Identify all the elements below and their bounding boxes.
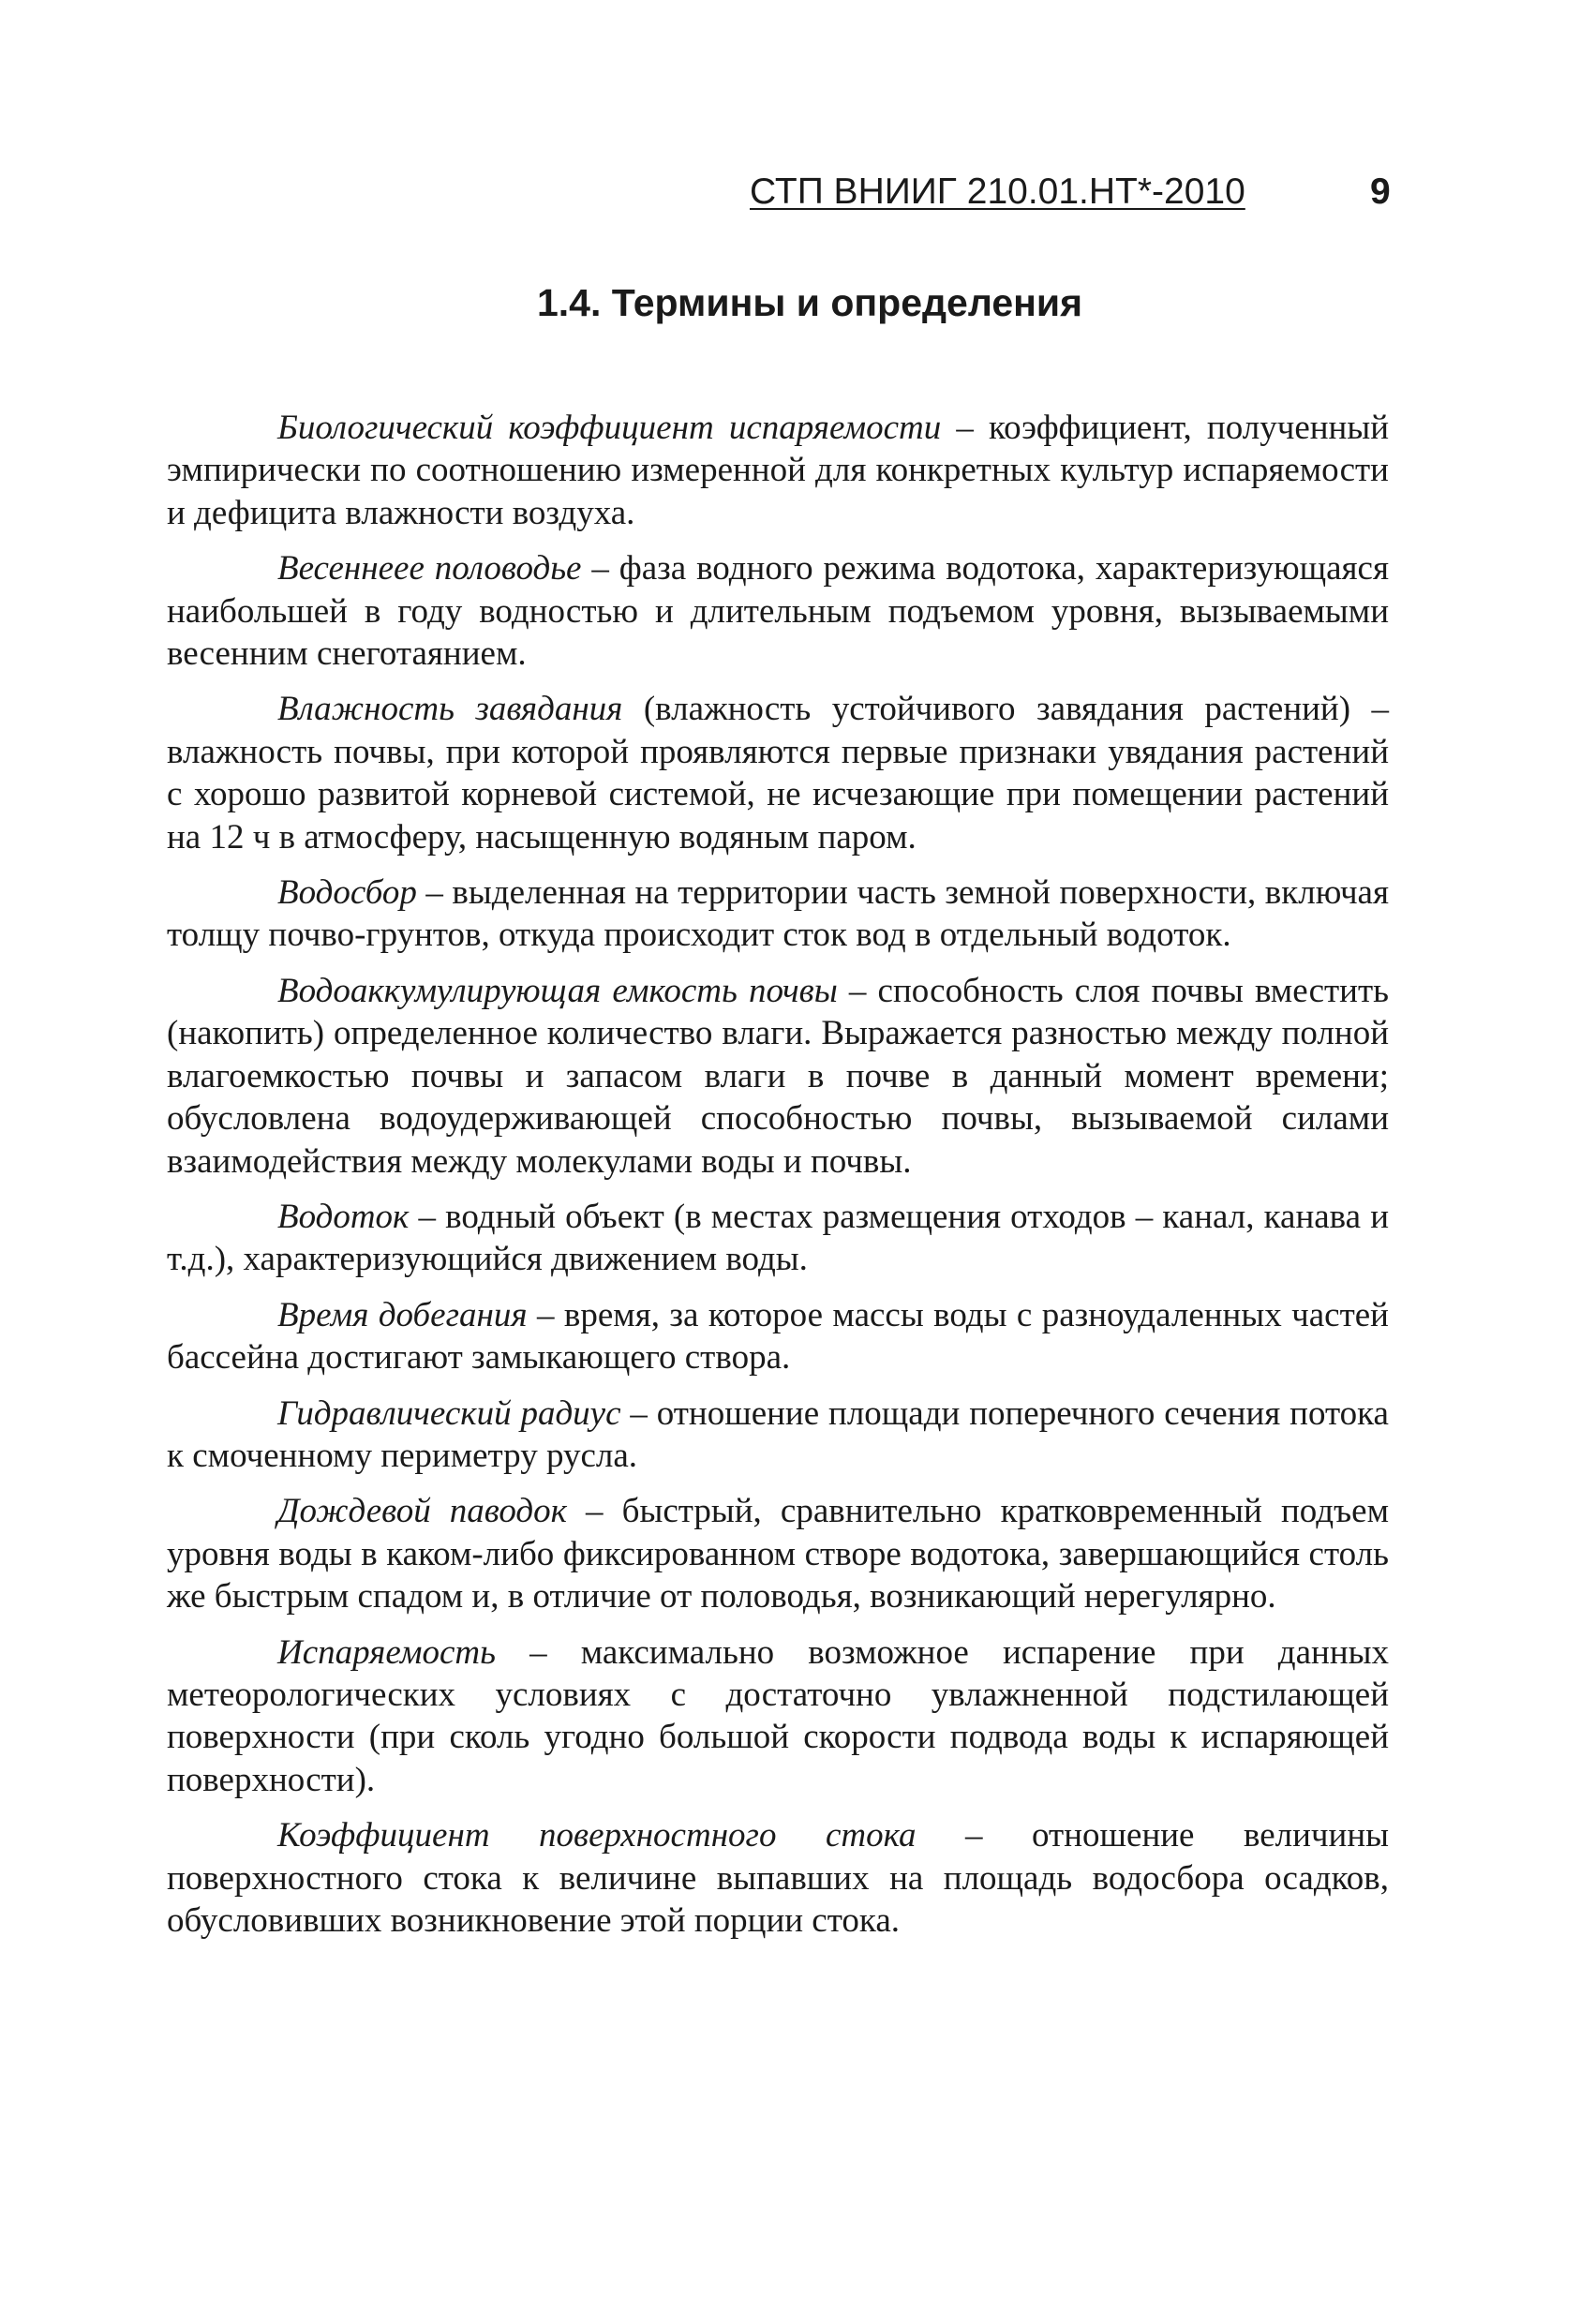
term-entry: [167, 1631, 1389, 1802]
terms-list: [167, 407, 1389, 1955]
term-definition: – время, за которое массы воды с разноудаленных частей бассейна достигают замыкающего створа.: [167, 1295, 1389, 1378]
term-name: Весеннеее половодье: [277, 549, 582, 588]
term-definition: – максимально возможное испарение при данных метеорологических условиях с достаточно увлажненной подстилающей поверхности (при сколь угодно большой скорости подвода воды к испаряющей поверхности).: [167, 1632, 1389, 1799]
term-entry: [167, 970, 1389, 1183]
term-entry: [167, 1196, 1389, 1281]
term-name: Гидравлический радиус: [277, 1393, 621, 1433]
term-name: Время добегания: [277, 1295, 528, 1334]
term-definition: – коэффициент, полученный эмпирически по соотношению измеренной для конкретных культур испаряемости и дефицита влажности воздуха.: [167, 409, 1389, 532]
term-name: Испаряемость: [277, 1632, 496, 1672]
term-definition: – отношение величины поверхностного стока к величине выпавших на площадь водосбора осадков, обусловивших возникновение этой порции стока.: [167, 1816, 1389, 1940]
term-definition: – способность слоя почвы вместить (накопить) определенное количество влаги. Выражается разностью между полной влагоемкостью почвы и запасом влаги в почве в данный момент времени; обусловлена водоудерживающей способностью почвы, вызываемой силами взаимодействия между молекулами воды и почвы.: [167, 971, 1390, 1181]
term-entry: [167, 1814, 1389, 1942]
term-entry: [167, 1393, 1389, 1478]
term-entry: [167, 407, 1389, 534]
section-title: 1.4. Термины и определения: [536, 281, 1083, 324]
term-entry: [167, 1490, 1389, 1617]
term-entry: [167, 872, 1389, 957]
term-entry: [167, 1294, 1389, 1379]
term-name: Водоаккумулирующая емкость почвы: [277, 971, 838, 1010]
term-name: Водосбор: [277, 873, 417, 913]
term-entry: [167, 688, 1389, 858]
term-definition: – отношение площади поперечного сечения потока к смоченному периметру русла.: [167, 1393, 1389, 1475]
term-definition: – фаза водного режима водотока, характеризующаяся наибольшей в году водностью и длительным подъемом уровня, вызываемыми весенним снеготаянием.: [167, 549, 1389, 674]
term-name: Коэффициент поверхностного стока: [277, 1816, 917, 1855]
term-name: Водоток: [277, 1197, 410, 1236]
term-entry: [167, 547, 1389, 675]
term-definition: – водный объект (в местах размещения отходов – канал, канава и т.д.), характеризующийся движением воды.: [167, 1197, 1389, 1279]
term-definition: – быстрый, сравнительно кратковременный подъем уровня воды в каком-либо фиксированном створе водотока, завершающийся столь же быстрым спадом и, в отличие от половодья, возникающий нерегулярно.: [167, 1492, 1389, 1616]
term-name: Дождевой паводок: [277, 1492, 567, 1531]
term-definition: – выделенная на территории часть земной поверхности, включая толщу почво-грунтов, откуда происходит сток вод в отдельный водоток.: [167, 873, 1389, 955]
term-name: Биологический коэффициент испаряемости: [277, 409, 942, 447]
term-definition: (влажность устойчивого завядания растений) – влажность почвы, при которой проявляются первые признаки увядания растений с хорошо развитой корневой системой, не исчезающие при помещении растений на 12 ч в атмосферу, насыщенную водяным паром.: [167, 690, 1390, 857]
page-header: [750, 171, 1406, 228]
page-number: 9: [1370, 171, 1391, 212]
document-code: СТП ВНИИГ 210.01.НТ*-2010: [750, 171, 1245, 212]
term-name: Влажность завядания: [277, 690, 623, 729]
